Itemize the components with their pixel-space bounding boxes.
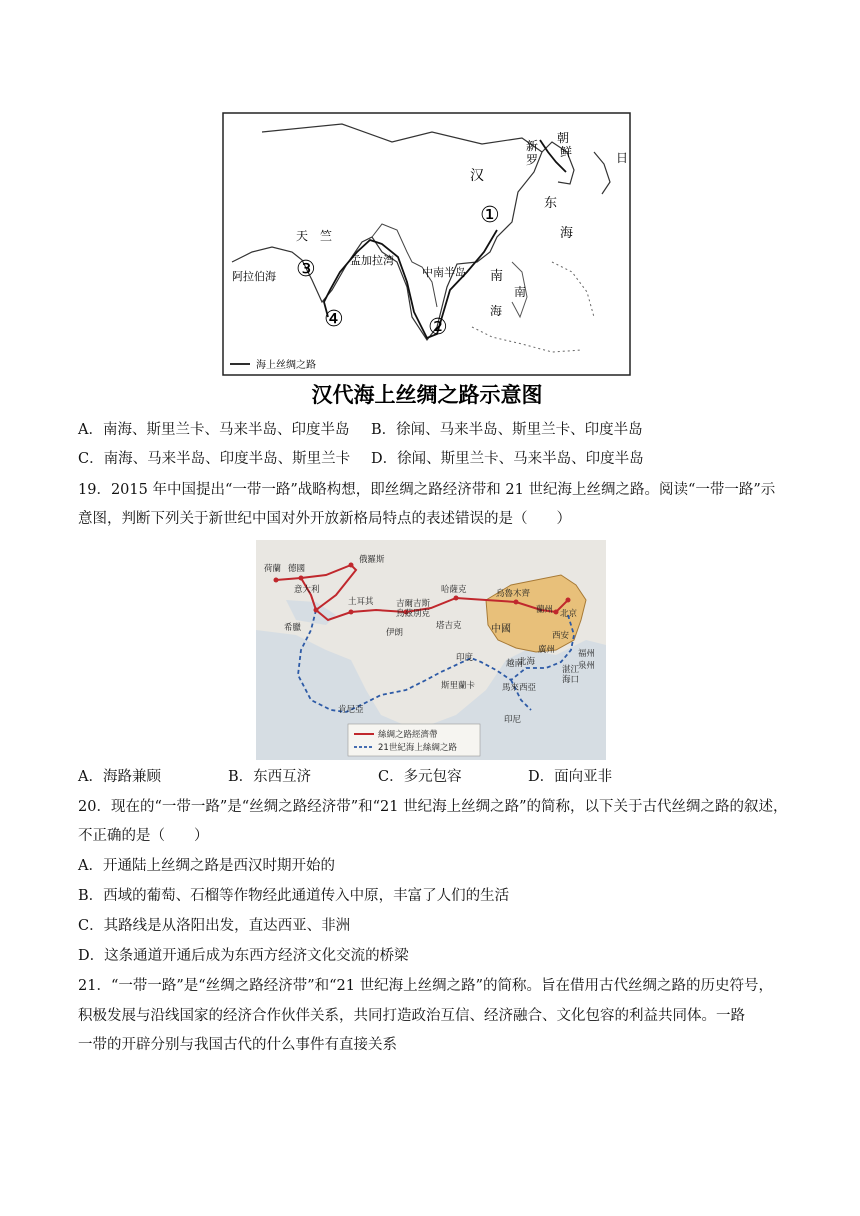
figure1-caption: 汉代海上丝绸之路示意图 xyxy=(311,382,543,407)
label-tianzhu: 天 竺 xyxy=(296,229,333,243)
q20-option-a[interactable]: A．开通陆上丝绸之路是西汉时期开始的 xyxy=(78,858,335,874)
city-india: 印度 xyxy=(456,653,474,663)
q18-options-row1 xyxy=(78,420,643,440)
label-alabo: 阿拉伯海 xyxy=(232,270,276,283)
city-fuzhou: 福州 xyxy=(578,649,596,659)
label-hai: 海 xyxy=(560,226,574,241)
label-dong: 东 xyxy=(544,196,558,211)
marker-3: ③ xyxy=(296,257,316,282)
city-greece: 希臘 xyxy=(284,623,302,633)
city-xian: 西安 xyxy=(552,631,570,641)
city-iran: 伊朗 xyxy=(386,628,404,638)
city-turkey: 土耳其 xyxy=(348,597,374,607)
city-kazakh: 哈薩克 xyxy=(441,585,467,595)
legend-sea-route: 21世紀海上絲綢之路 xyxy=(378,743,457,753)
city-kyrgyz: 吉爾吉斯 xyxy=(396,599,431,609)
q19-option-b[interactable]: B．东西互济 xyxy=(228,769,312,785)
q20-option-c[interactable]: C．其路线是从洛阳出发，直达西亚、非洲 xyxy=(78,918,351,934)
q19-option-c[interactable]: C．多元包容 xyxy=(378,769,462,785)
label-mengjiala: 孟加拉湾 xyxy=(350,254,394,267)
marker-2: ② xyxy=(428,315,448,340)
city-guangzhou: 廣州 xyxy=(538,645,556,655)
city-zhanjiang: 湛江 xyxy=(562,665,580,675)
label-xinluo: 新 xyxy=(526,139,539,153)
q21-stem-line3: 一带的开辟分别与我国古代的什么事件有直接关系 xyxy=(78,1037,397,1053)
city-quanzhou: 泉州 xyxy=(578,661,596,671)
city-kenya: 肯尼亞 xyxy=(338,705,364,715)
marker-1: ① xyxy=(480,203,500,228)
q18-option-d[interactable]: D．徐闻、斯里兰卡、马来半岛、印度半岛 xyxy=(371,451,644,467)
city-srilanka: 斯里蘭卡 xyxy=(441,681,476,691)
q18-option-c[interactable]: C．南海、马来半岛、印度半岛、斯里兰卡 xyxy=(78,451,351,467)
legend-land-route: 絲綢之路經濟帶 xyxy=(378,730,438,740)
city-italy: 意大利 xyxy=(294,585,320,595)
q19-stem-line1: 19．2015 年中国提出“一带一路”战略构想，即丝绸之路经济带和 21 世纪海上丝绸之路。阅读“一带一路”示 xyxy=(78,482,776,498)
city-lanzhou: 蘭州 xyxy=(536,605,554,615)
q19-option-a[interactable]: A．海路兼顾 xyxy=(78,769,161,785)
city-urumqi: 烏魯木齊 xyxy=(496,589,531,599)
label-nanhai-b: 海 xyxy=(490,304,503,318)
q20-stem-line1: 20．现在的“一带一路”是“丝绸之路经济带”和“21 世纪海上丝绸之路”的简称，以下关于古代丝绸之路的叙述， xyxy=(78,799,788,815)
q19-options-row xyxy=(78,767,612,787)
label-xian: 鲜 xyxy=(560,145,573,159)
han-maritime-silk-road-map xyxy=(222,112,632,410)
label-xinluo2: 罗 xyxy=(526,153,539,167)
city-tajik: 塔吉克 xyxy=(436,621,462,631)
q18-option-a[interactable]: A．南海、斯里兰卡、马来半岛、印度半岛 xyxy=(78,422,350,438)
label-nan: 南 xyxy=(490,269,504,284)
label-chao: 朝 xyxy=(557,131,570,145)
marker-4: ④ xyxy=(324,307,344,332)
city-malaysia: 馬來西亞 xyxy=(502,683,537,693)
q20-stem-line2: 不正确的是（ ） xyxy=(78,828,209,844)
q20-option-b[interactable]: B．西域的葡萄、石榴等作物经此通道传入中原，丰富了人们的生活 xyxy=(78,888,510,904)
legend-maritime: 海上丝绸之路 xyxy=(256,360,316,371)
q19-stem-line2: 意图，判断下列关于新世纪中国对外开放新格局特点的表述错误的是（ ） xyxy=(78,511,571,527)
belt-and-road-map xyxy=(256,540,606,760)
label-zhongnan: 中南半岛 xyxy=(422,266,466,279)
city-netherlands: 荷蘭 xyxy=(264,564,282,574)
city-germany: 德國 xyxy=(288,564,306,574)
city-vietnam: 越南 xyxy=(506,659,524,669)
city-indonesia: 印尼 xyxy=(504,715,522,725)
city-haikou: 海口 xyxy=(562,675,580,685)
q18-option-b[interactable]: B．徐闻、马来半岛、斯里兰卡、印度半岛 xyxy=(371,422,643,438)
label-ri: 日 xyxy=(616,151,629,165)
label-china: 中國 xyxy=(491,624,511,635)
q20-option-d[interactable]: D．这条通道开通后成为东西方经济文化交流的桥梁 xyxy=(78,948,409,964)
q21-stem-line1: 21．“一带一路”是“丝绸之路经济带”和“21 世纪海上丝绸之路”的简称。旨在借用古代丝绸之路的历史符号， xyxy=(78,978,773,994)
q18-options-row2 xyxy=(78,449,644,469)
q19-option-d[interactable]: D．面向亚非 xyxy=(528,769,613,785)
city-beihai: 北海 xyxy=(518,657,536,667)
label-nanhai-a: 南 xyxy=(514,285,527,299)
city-russia: 俄羅斯 xyxy=(359,555,385,565)
q21-stem-line2: 积极发展与沿线国家的经济合作伙伴关系，共同打造政治互信、经济融合、文化包容的利益共同体。一路 xyxy=(78,1008,745,1024)
city-uzbek: 烏茲別克 xyxy=(396,609,431,619)
label-han: 汉 xyxy=(470,168,484,184)
city-beijing: 北京 xyxy=(560,609,578,619)
